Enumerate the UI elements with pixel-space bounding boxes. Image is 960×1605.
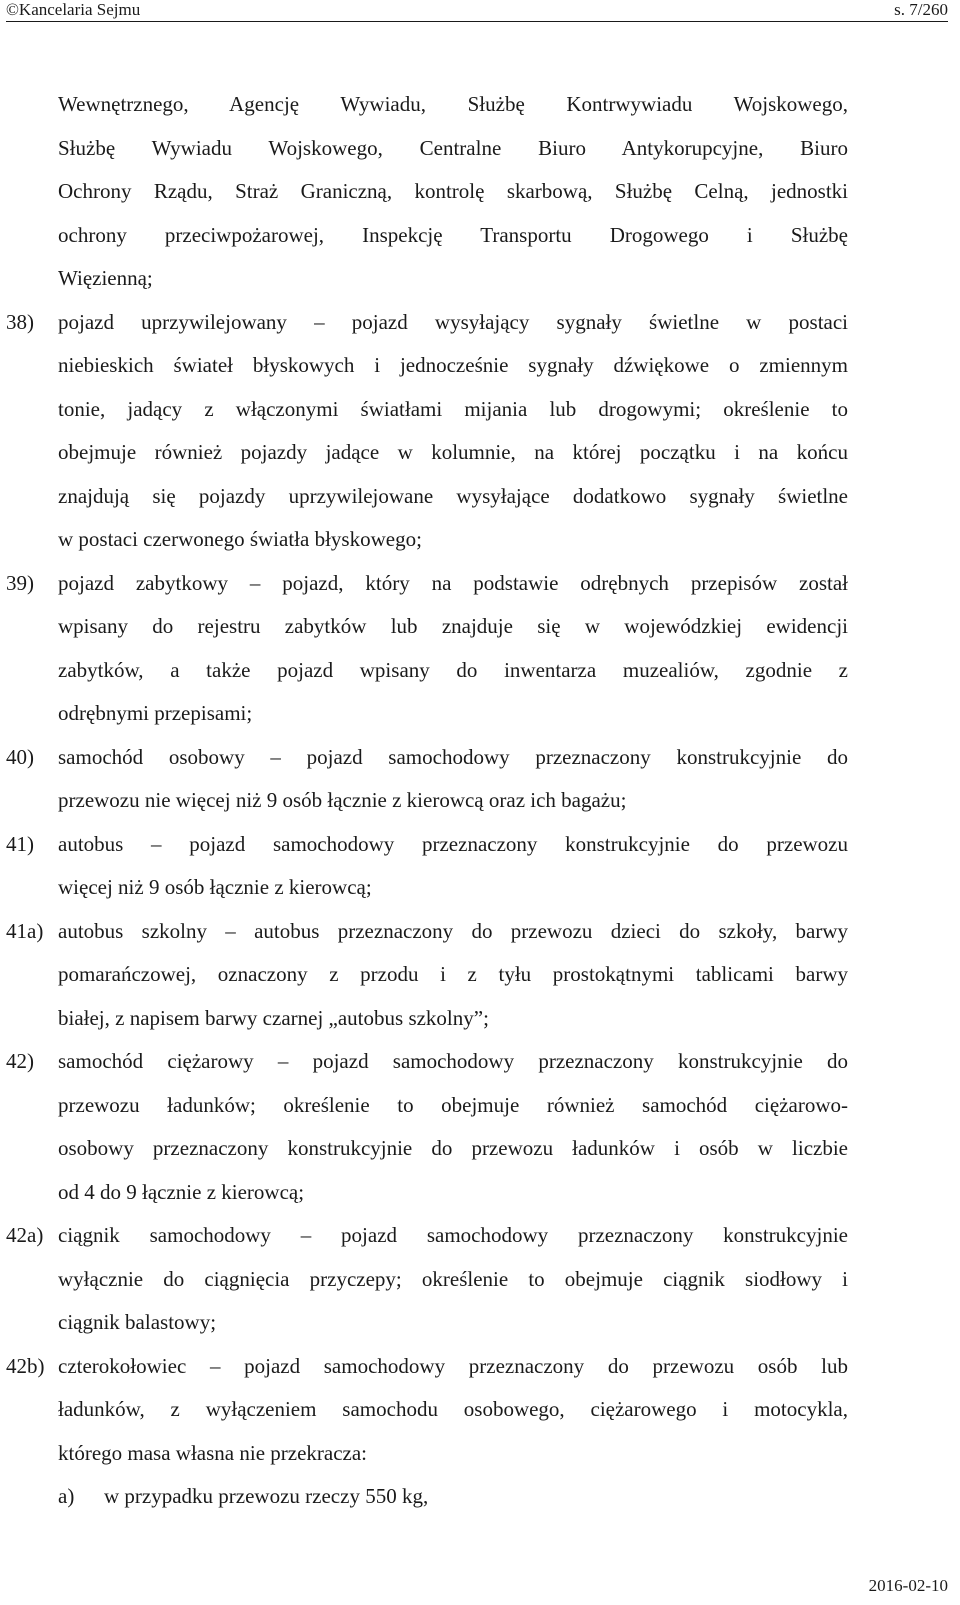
item-text: odrębnymi przepisami; (58, 701, 253, 725)
item-number: 42b) (6, 1353, 45, 1378)
item-text: autobus szkolny – autobus przeznaczony do przewozu dzieci do szkoły, barwy (58, 918, 848, 943)
definition-item (0, 1345, 960, 1476)
item-text: przewozu ładunków; określenie to obejmuje również samochód ciężarowo- (58, 1092, 848, 1117)
item-text: niebieskich świateł błyskowych i jednocześnie sygnały dźwiękowe o zmiennym (58, 353, 848, 377)
item-text: tonie, jadący z włączonymi światłami mijania lub drogowymi; określenie to (58, 396, 848, 421)
item-number: 41a) (6, 918, 44, 943)
page-header (6, 0, 948, 22)
definition-item (0, 1214, 960, 1345)
item-number: 39) (6, 570, 34, 595)
document-body (0, 83, 960, 1519)
item-text: osobowy przeznaczony konstrukcyjnie do przewozu ładunków i osób w liczbie (58, 1136, 848, 1160)
item-text: obejmuje również pojazdy jadące w kolumnie, na której początku i na końcu (58, 440, 848, 464)
item-text: ciągnik balastowy; (58, 1310, 217, 1334)
text-line: Ochrony Rządu, Straż Graniczną, kontrolę skarbową, Służbę Celną, jednostki (58, 179, 848, 203)
text-line: Więzienną; (58, 266, 153, 290)
item-text: białej, z napisem barwy czarnej „autobus szkolny”; (58, 1005, 489, 1030)
sub-item-text: w przypadku przewozu rzeczy 550 kg, (104, 1484, 429, 1508)
definition-item (0, 910, 960, 1041)
item-text: pomarańczowej, oznaczony z przodu i z tyłu prostokątnymi tablicami barwy (58, 962, 848, 986)
definition-item (0, 301, 960, 562)
definition-item (0, 823, 960, 910)
definition-item (0, 562, 960, 736)
text-line: Służbę Wywiadu Wojskowego, Centralne Biuro Antykorupcyjne, Biuro (58, 135, 848, 160)
item-text: znajdują się pojazdy uprzywilejowane wysyłające dodatkowo sygnały świetlne (58, 483, 848, 508)
item-text: od 4 do 9 łącznie z kierowcą; (58, 1179, 305, 1204)
item-number: 40) (6, 744, 34, 769)
sub-item-letter: a) (58, 1484, 75, 1508)
item-text: zabytków, a także pojazd wpisany do inwentarza muzealiów, zgodnie z (58, 657, 848, 682)
item-text: przewozu nie więcej niż 9 osób łącznie z kierowcą oraz ich bagażu; (58, 788, 627, 812)
item-text: wyłącznie do ciągnięcia przyczepy; określenie to obejmuje ciągnik siodłowy i (58, 1266, 848, 1291)
definition-item (0, 1040, 960, 1214)
item-text: więcej niż 9 osób łącznie z kierowcą; (58, 875, 372, 899)
item-text: samochód ciężarowy – pojazd samochodowy przeznaczony konstrukcyjnie do (58, 1049, 848, 1073)
item-text: którego masa własna nie przekracza: (58, 1440, 368, 1465)
sub-item (0, 1475, 960, 1519)
item-text: pojazd uprzywilejowany – pojazd wysyłający sygnały świetlne w postaci (58, 309, 848, 334)
intro-paragraph (0, 83, 960, 301)
item-number: 41) (6, 831, 34, 856)
item-text: samochód osobowy – pojazd samochodowy przeznaczony konstrukcyjnie do (58, 744, 848, 769)
item-text: autobus – pojazd samochodowy przeznaczony konstrukcyjnie do przewozu (58, 831, 848, 856)
item-text: czterokołowiec – pojazd samochodowy przeznaczony do przewozu osób lub (58, 1353, 848, 1378)
item-number: 42a) (6, 1223, 44, 1247)
item-text: pojazd zabytkowy – pojazd, który na podstawie odrębnych przepisów został (58, 570, 848, 595)
item-text: ładunków, z wyłączeniem samochodu osobowego, ciężarowego i motocykla, (58, 1397, 848, 1421)
header-divider (6, 21, 948, 22)
item-number: 42) (6, 1049, 34, 1073)
text-line: ochrony przeciwpożarowej, Inspekcję Transportu Drogowego i Służbę (58, 222, 848, 247)
copyright-notice: ©Kancelaria Sejmu (6, 0, 141, 19)
item-text: wpisany do rejestru zabytków lub znajduje się w wojewódzkiej ewidencji (58, 614, 848, 638)
item-text: ciągnik samochodowy – pojazd samochodowy przeznaczony konstrukcyjnie (58, 1223, 848, 1247)
item-number: 38) (6, 309, 34, 334)
text-line: Wewnętrznego, Agencję Wywiadu, Służbę Kontrwywiadu Wojskowego, (58, 92, 848, 116)
document-date: 2016-02-10 (868, 1576, 948, 1595)
item-text: w postaci czerwonego światła błyskowego; (58, 527, 422, 551)
page-number: s. 7/260 (894, 0, 948, 19)
definition-item (0, 736, 960, 823)
